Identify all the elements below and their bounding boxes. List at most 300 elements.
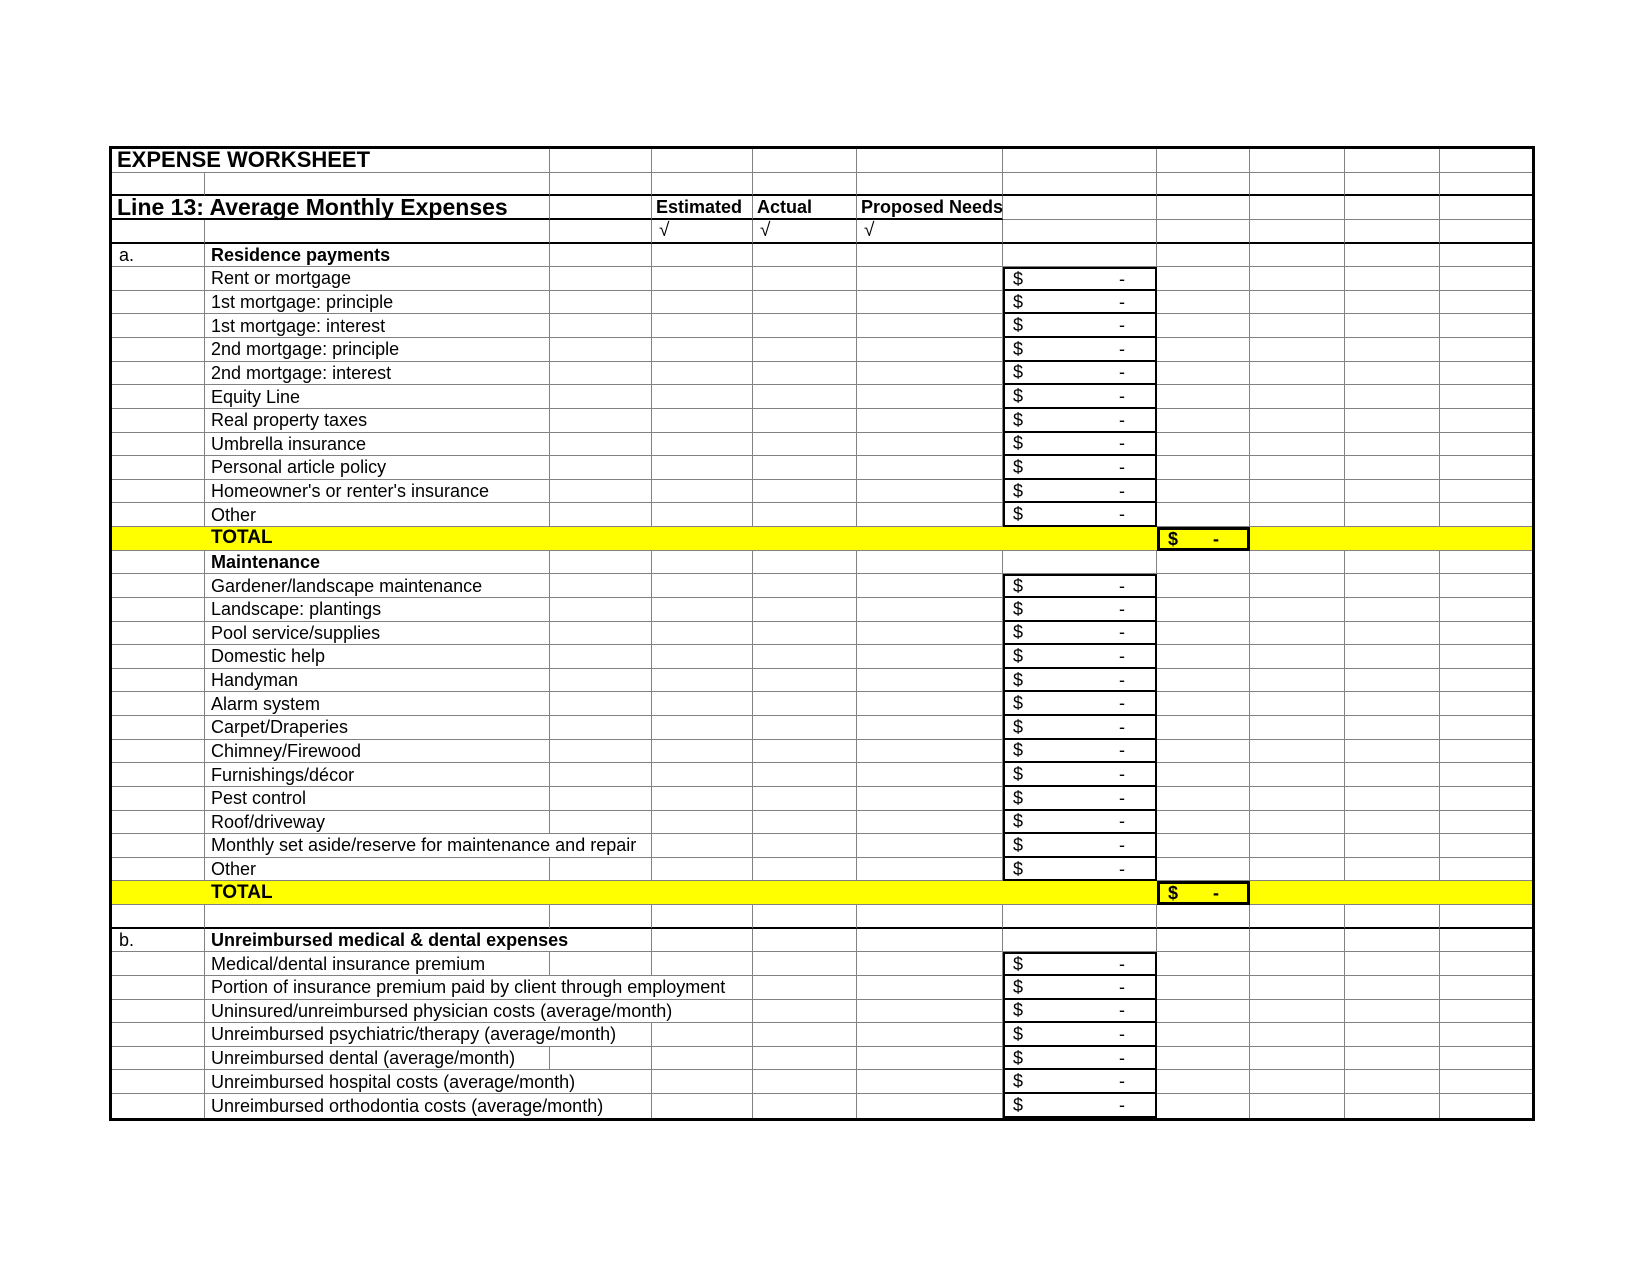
currency-cell[interactable] <box>1003 480 1157 504</box>
cell[interactable] <box>1440 338 1532 362</box>
cell[interactable] <box>1250 1000 1345 1024</box>
cell[interactable] <box>857 267 1003 291</box>
cell[interactable] <box>753 834 857 858</box>
cell[interactable] <box>857 503 1003 527</box>
cell[interactable] <box>1440 291 1532 315</box>
cell[interactable] <box>1157 314 1250 338</box>
cell[interactable] <box>753 905 857 929</box>
cell[interactable] <box>112 1070 205 1094</box>
cell[interactable] <box>112 740 205 764</box>
cell[interactable] <box>1003 551 1157 575</box>
cell[interactable] <box>753 598 857 622</box>
cell[interactable] <box>1250 740 1345 764</box>
cell[interactable] <box>1157 834 1250 858</box>
cell[interactable] <box>112 338 205 362</box>
cell[interactable] <box>1440 622 1532 646</box>
cell[interactable] <box>753 763 857 787</box>
cell[interactable] <box>753 385 857 409</box>
cell[interactable] <box>1250 433 1345 457</box>
cell[interactable] <box>1250 267 1345 291</box>
cell[interactable] <box>1250 787 1345 811</box>
cell[interactable] <box>1345 551 1440 575</box>
cell[interactable] <box>753 456 857 480</box>
cell[interactable] <box>1157 291 1250 315</box>
cell[interactable] <box>550 692 652 716</box>
cell[interactable] <box>1250 149 1345 173</box>
cell[interactable] <box>652 409 753 433</box>
cell[interactable] <box>652 1094 753 1118</box>
cell[interactable] <box>753 173 857 197</box>
cell[interactable] <box>753 929 857 953</box>
cell[interactable] <box>112 905 205 929</box>
cell[interactable] <box>1250 362 1345 386</box>
cell[interactable] <box>1440 976 1532 1000</box>
cell[interactable] <box>112 811 205 835</box>
cell[interactable] <box>857 1094 1003 1118</box>
cell[interactable] <box>753 314 857 338</box>
cell[interactable] <box>1345 834 1440 858</box>
cell[interactable] <box>652 692 753 716</box>
cell[interactable] <box>857 598 1003 622</box>
currency-cell[interactable] <box>1003 976 1157 1000</box>
cell[interactable] <box>1250 716 1345 740</box>
cell[interactable] <box>550 314 652 338</box>
cell[interactable] <box>1157 149 1250 173</box>
cell[interactable] <box>652 811 753 835</box>
cell[interactable] <box>753 551 857 575</box>
cell[interactable] <box>1345 952 1440 976</box>
cell[interactable] <box>112 976 205 1000</box>
cell[interactable] <box>1003 220 1157 244</box>
cell[interactable] <box>857 1070 1003 1094</box>
cell[interactable] <box>652 456 753 480</box>
cell[interactable] <box>1345 149 1440 173</box>
cell[interactable] <box>652 503 753 527</box>
cell[interactable] <box>112 669 205 693</box>
cell[interactable] <box>1345 1023 1440 1047</box>
cell[interactable] <box>1157 692 1250 716</box>
cell[interactable] <box>1157 1047 1250 1071</box>
cell[interactable] <box>753 669 857 693</box>
cell[interactable] <box>753 622 857 646</box>
total-currency-cell[interactable] <box>1157 527 1250 551</box>
cell[interactable] <box>550 291 652 315</box>
cell[interactable] <box>857 362 1003 386</box>
cell[interactable] <box>652 291 753 315</box>
cell[interactable] <box>1250 669 1345 693</box>
currency-cell[interactable] <box>1003 1070 1157 1094</box>
cell[interactable] <box>1345 905 1440 929</box>
cell[interactable] <box>857 409 1003 433</box>
currency-cell[interactable] <box>1003 740 1157 764</box>
cell[interactable] <box>112 385 205 409</box>
cell[interactable] <box>1345 314 1440 338</box>
cell[interactable] <box>1157 503 1250 527</box>
cell[interactable] <box>652 740 753 764</box>
cell[interactable] <box>550 905 652 929</box>
cell[interactable] <box>652 645 753 669</box>
currency-cell[interactable] <box>1003 858 1157 882</box>
cell[interactable] <box>857 952 1003 976</box>
currency-cell[interactable] <box>1003 1094 1157 1118</box>
cell[interactable] <box>550 763 652 787</box>
cell[interactable] <box>753 338 857 362</box>
cell[interactable] <box>205 905 550 929</box>
cell[interactable] <box>1250 952 1345 976</box>
cell[interactable] <box>1345 1000 1440 1024</box>
cell[interactable] <box>1345 645 1440 669</box>
cell[interactable] <box>753 433 857 457</box>
cell[interactable] <box>652 173 753 197</box>
cell[interactable] <box>112 598 205 622</box>
cell[interactable] <box>753 952 857 976</box>
cell[interactable] <box>1250 385 1345 409</box>
cell[interactable] <box>857 763 1003 787</box>
cell[interactable] <box>550 244 652 268</box>
cell[interactable] <box>1250 811 1345 835</box>
cell[interactable] <box>1157 598 1250 622</box>
cell[interactable] <box>1345 173 1440 197</box>
cell[interactable] <box>1157 1094 1250 1118</box>
cell[interactable] <box>1440 811 1532 835</box>
cell[interactable] <box>112 1000 205 1024</box>
cell[interactable] <box>550 149 652 173</box>
cell[interactable] <box>1157 1000 1250 1024</box>
currency-cell[interactable] <box>1003 456 1157 480</box>
cell[interactable] <box>112 858 205 882</box>
cell[interactable] <box>550 362 652 386</box>
cell[interactable] <box>1345 622 1440 646</box>
cell[interactable] <box>1157 244 1250 268</box>
cell[interactable] <box>1157 952 1250 976</box>
cell[interactable] <box>1250 598 1345 622</box>
cell[interactable] <box>1440 834 1532 858</box>
currency-cell[interactable] <box>1003 409 1157 433</box>
cell[interactable] <box>112 763 205 787</box>
cell[interactable] <box>550 220 652 244</box>
cell[interactable] <box>1345 244 1440 268</box>
cell[interactable] <box>550 173 652 197</box>
currency-cell[interactable] <box>1003 622 1157 646</box>
cell[interactable] <box>1250 1047 1345 1071</box>
cell[interactable] <box>652 244 753 268</box>
currency-cell[interactable] <box>1003 834 1157 858</box>
cell[interactable] <box>1157 173 1250 197</box>
cell[interactable] <box>1345 480 1440 504</box>
cell[interactable] <box>1345 220 1440 244</box>
cell[interactable] <box>550 669 652 693</box>
cell[interactable] <box>1345 763 1440 787</box>
cell[interactable] <box>1250 692 1345 716</box>
cell[interactable] <box>753 1094 857 1118</box>
currency-cell[interactable] <box>1003 503 1157 527</box>
currency-cell[interactable] <box>1003 787 1157 811</box>
cell[interactable] <box>1345 574 1440 598</box>
cell[interactable] <box>857 929 1003 953</box>
cell[interactable] <box>550 858 652 882</box>
currency-cell[interactable] <box>1003 338 1157 362</box>
cell[interactable] <box>112 314 205 338</box>
cell[interactable] <box>1250 834 1345 858</box>
cell[interactable] <box>1440 740 1532 764</box>
currency-cell[interactable] <box>1003 598 1157 622</box>
cell[interactable] <box>1157 267 1250 291</box>
cell[interactable] <box>1250 929 1345 953</box>
cell[interactable] <box>1440 385 1532 409</box>
cell[interactable] <box>753 1070 857 1094</box>
cell[interactable] <box>857 433 1003 457</box>
cell[interactable] <box>1250 338 1345 362</box>
cell[interactable] <box>857 905 1003 929</box>
cell[interactable] <box>652 669 753 693</box>
cell[interactable] <box>753 480 857 504</box>
cell[interactable] <box>1440 362 1532 386</box>
cell[interactable] <box>1345 716 1440 740</box>
cell[interactable] <box>857 787 1003 811</box>
cell[interactable] <box>652 1023 753 1047</box>
cell[interactable] <box>1440 1000 1532 1024</box>
cell[interactable] <box>1440 409 1532 433</box>
cell[interactable] <box>1157 196 1250 220</box>
currency-cell[interactable] <box>1003 1047 1157 1071</box>
cell[interactable] <box>550 716 652 740</box>
cell[interactable] <box>1440 149 1532 173</box>
cell[interactable] <box>1440 503 1532 527</box>
cell[interactable] <box>1345 1070 1440 1094</box>
cell[interactable] <box>1440 1047 1532 1071</box>
cell[interactable] <box>1250 763 1345 787</box>
cell[interactable] <box>753 692 857 716</box>
cell[interactable] <box>1440 456 1532 480</box>
cell[interactable] <box>1157 976 1250 1000</box>
cell[interactable] <box>857 740 1003 764</box>
cell[interactable] <box>857 149 1003 173</box>
cell[interactable] <box>753 267 857 291</box>
cell[interactable] <box>753 740 857 764</box>
cell[interactable] <box>1003 173 1157 197</box>
currency-cell[interactable] <box>1003 763 1157 787</box>
cell[interactable] <box>112 692 205 716</box>
cell[interactable] <box>857 1023 1003 1047</box>
currency-cell[interactable] <box>1003 645 1157 669</box>
cell[interactable] <box>1345 598 1440 622</box>
cell[interactable] <box>550 645 652 669</box>
cell[interactable] <box>753 858 857 882</box>
cell[interactable] <box>1003 905 1157 929</box>
cell[interactable] <box>1440 858 1532 882</box>
cell[interactable] <box>753 291 857 315</box>
cell[interactable] <box>1440 787 1532 811</box>
cell[interactable] <box>1345 787 1440 811</box>
cell[interactable] <box>753 1047 857 1071</box>
cell[interactable] <box>1250 173 1345 197</box>
cell[interactable] <box>1157 574 1250 598</box>
cell[interactable] <box>753 811 857 835</box>
currency-cell[interactable] <box>1003 385 1157 409</box>
cell[interactable] <box>857 480 1003 504</box>
cell[interactable] <box>1250 574 1345 598</box>
cell[interactable] <box>652 433 753 457</box>
cell[interactable] <box>112 787 205 811</box>
cell[interactable] <box>1345 409 1440 433</box>
currency-cell[interactable] <box>1003 669 1157 693</box>
cell[interactable] <box>1345 362 1440 386</box>
cell[interactable] <box>550 811 652 835</box>
cell[interactable] <box>1345 196 1440 220</box>
cell[interactable] <box>112 622 205 646</box>
cell[interactable] <box>857 385 1003 409</box>
cell[interactable] <box>1345 692 1440 716</box>
cell[interactable] <box>857 645 1003 669</box>
cell[interactable] <box>1440 905 1532 929</box>
cell[interactable] <box>1440 196 1532 220</box>
cell[interactable] <box>753 1000 857 1024</box>
cell[interactable] <box>857 574 1003 598</box>
cell[interactable] <box>1250 905 1345 929</box>
currency-cell[interactable] <box>1003 692 1157 716</box>
cell[interactable] <box>1157 385 1250 409</box>
cell[interactable] <box>1440 267 1532 291</box>
cell[interactable] <box>857 314 1003 338</box>
cell[interactable] <box>1440 1023 1532 1047</box>
cell[interactable] <box>1250 409 1345 433</box>
cell[interactable] <box>857 858 1003 882</box>
cell[interactable] <box>1157 787 1250 811</box>
cell[interactable] <box>1345 385 1440 409</box>
cell[interactable] <box>857 1000 1003 1024</box>
cell[interactable] <box>652 574 753 598</box>
cell[interactable] <box>112 1094 205 1118</box>
cell[interactable] <box>550 551 652 575</box>
cell[interactable] <box>1440 645 1532 669</box>
cell[interactable] <box>1003 929 1157 953</box>
cell[interactable] <box>550 598 652 622</box>
cell[interactable] <box>1440 716 1532 740</box>
currency-cell[interactable] <box>1003 267 1157 291</box>
cell[interactable] <box>112 291 205 315</box>
cell[interactable] <box>857 456 1003 480</box>
cell[interactable] <box>1157 220 1250 244</box>
cell[interactable] <box>1157 763 1250 787</box>
cell[interactable] <box>112 834 205 858</box>
cell[interactable] <box>550 409 652 433</box>
cell[interactable] <box>652 385 753 409</box>
cell[interactable] <box>1440 433 1532 457</box>
cell[interactable] <box>112 456 205 480</box>
cell[interactable] <box>1440 173 1532 197</box>
cell[interactable] <box>857 834 1003 858</box>
currency-cell[interactable] <box>1003 291 1157 315</box>
cell[interactable] <box>652 622 753 646</box>
cell[interactable] <box>112 503 205 527</box>
cell[interactable] <box>1345 433 1440 457</box>
cell[interactable] <box>1345 267 1440 291</box>
cell[interactable] <box>550 787 652 811</box>
currency-cell[interactable] <box>1003 314 1157 338</box>
cell[interactable] <box>1250 976 1345 1000</box>
cell[interactable] <box>1157 362 1250 386</box>
cell[interactable] <box>1157 740 1250 764</box>
cell[interactable] <box>1440 929 1532 953</box>
cell[interactable] <box>753 409 857 433</box>
cell[interactable] <box>857 244 1003 268</box>
cell[interactable] <box>1003 149 1157 173</box>
cell[interactable] <box>652 763 753 787</box>
cell[interactable] <box>652 716 753 740</box>
cell[interactable] <box>1003 196 1157 220</box>
cell[interactable] <box>112 1023 205 1047</box>
cell[interactable] <box>1440 692 1532 716</box>
currency-cell[interactable] <box>1003 574 1157 598</box>
cell[interactable] <box>112 952 205 976</box>
cell[interactable] <box>112 173 205 197</box>
cell[interactable] <box>1345 811 1440 835</box>
cell[interactable] <box>112 1047 205 1071</box>
cell[interactable] <box>652 1070 753 1094</box>
cell[interactable] <box>857 1047 1003 1071</box>
currency-cell[interactable] <box>1003 433 1157 457</box>
cell[interactable] <box>112 362 205 386</box>
cell[interactable] <box>1157 669 1250 693</box>
cell[interactable] <box>1157 622 1250 646</box>
cell[interactable] <box>1157 551 1250 575</box>
currency-cell[interactable] <box>1003 952 1157 976</box>
cell[interactable] <box>1345 929 1440 953</box>
cell[interactable] <box>857 692 1003 716</box>
cell[interactable] <box>550 1047 652 1071</box>
cell[interactable] <box>550 503 652 527</box>
cell[interactable] <box>1345 669 1440 693</box>
cell[interactable] <box>550 740 652 764</box>
cell[interactable] <box>1157 645 1250 669</box>
cell[interactable] <box>857 716 1003 740</box>
cell[interactable] <box>550 622 652 646</box>
currency-cell[interactable] <box>1003 1023 1157 1047</box>
cell[interactable] <box>550 574 652 598</box>
cell[interactable] <box>1157 338 1250 362</box>
cell[interactable] <box>753 645 857 669</box>
cell[interactable] <box>652 314 753 338</box>
cell[interactable] <box>857 811 1003 835</box>
cell[interactable] <box>652 1047 753 1071</box>
cell[interactable] <box>652 598 753 622</box>
cell[interactable] <box>857 173 1003 197</box>
cell[interactable] <box>550 433 652 457</box>
cell[interactable] <box>550 480 652 504</box>
cell[interactable] <box>652 149 753 173</box>
cell[interactable] <box>753 787 857 811</box>
cell[interactable] <box>652 787 753 811</box>
cell[interactable] <box>1345 503 1440 527</box>
currency-cell[interactable] <box>1003 811 1157 835</box>
cell[interactable] <box>550 456 652 480</box>
cell[interactable] <box>112 267 205 291</box>
cell[interactable] <box>652 267 753 291</box>
cell[interactable] <box>1440 244 1532 268</box>
cell[interactable] <box>1250 503 1345 527</box>
cell[interactable] <box>550 196 652 220</box>
cell[interactable] <box>753 716 857 740</box>
cell[interactable] <box>1345 338 1440 362</box>
cell[interactable] <box>753 362 857 386</box>
cell[interactable] <box>1157 456 1250 480</box>
cell[interactable] <box>1250 291 1345 315</box>
cell[interactable] <box>1440 669 1532 693</box>
cell[interactable] <box>1157 929 1250 953</box>
cell[interactable] <box>1440 220 1532 244</box>
cell[interactable] <box>1345 1094 1440 1118</box>
cell[interactable] <box>1157 905 1250 929</box>
